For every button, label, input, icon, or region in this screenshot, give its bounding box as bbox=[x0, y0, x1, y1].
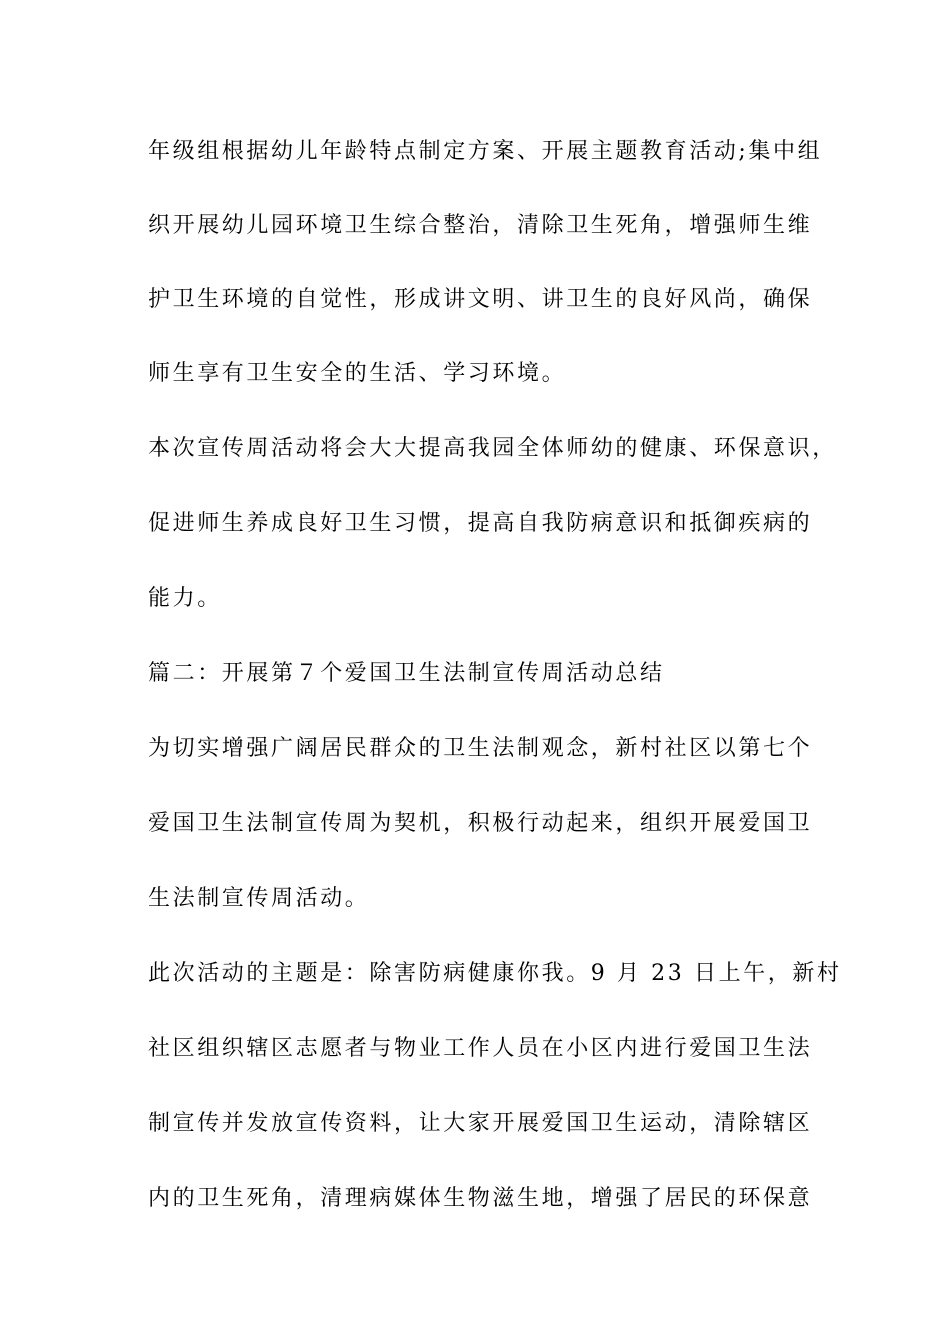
text-line: 能力。 bbox=[148, 586, 222, 611]
text-line: 师生享有卫生安全的生活、学习环境。 bbox=[148, 361, 567, 386]
text-line: 织开展幼儿园环境卫生综合整治，清除卫生死角，增强师生维 bbox=[148, 213, 813, 238]
text-line: 护卫生环境的自觉性，形成讲文明、讲卫生的良好风尚，确保 bbox=[148, 287, 813, 312]
text-line: 为切实增强广阔居民群众的卫生法制观念，新村社区以第七个 bbox=[148, 736, 813, 761]
text-line: 爱国卫生法制宣传周为契机，积极行动起来，组织开展爱国卫 bbox=[148, 811, 813, 836]
text-line: 促进师生养成良好卫生习惯，提高自我防病意识和抵御疾病的 bbox=[148, 511, 813, 536]
text-line: 内的卫生死角，清理病媒体生物滋生地，增强了居民的环保意 bbox=[148, 1186, 813, 1211]
text-line: 社区组织辖区志愿者与物业工作人员在小区内进行爱国卫生法 bbox=[148, 1036, 813, 1061]
text-line: 本次宣传周活动将会大大提高我园全体师幼的健康、环保意识， bbox=[148, 436, 837, 461]
text-line: 制宣传并发放宣传资料，让大家开展爱国卫生运动，清除辖区 bbox=[148, 1111, 813, 1136]
text-line: 生法制宣传周活动。 bbox=[148, 886, 370, 911]
text-line: 年级组根据幼儿年龄特点制定方案、开展主题教育活动;集中组 bbox=[148, 139, 823, 164]
text-line: 此次活动的主题是：除害防病健康你我。9 月 23 日上午，新村 bbox=[148, 961, 842, 986]
section-heading: 篇二：开展第７个爱国卫生法制宣传周活动总结 bbox=[148, 661, 665, 686]
